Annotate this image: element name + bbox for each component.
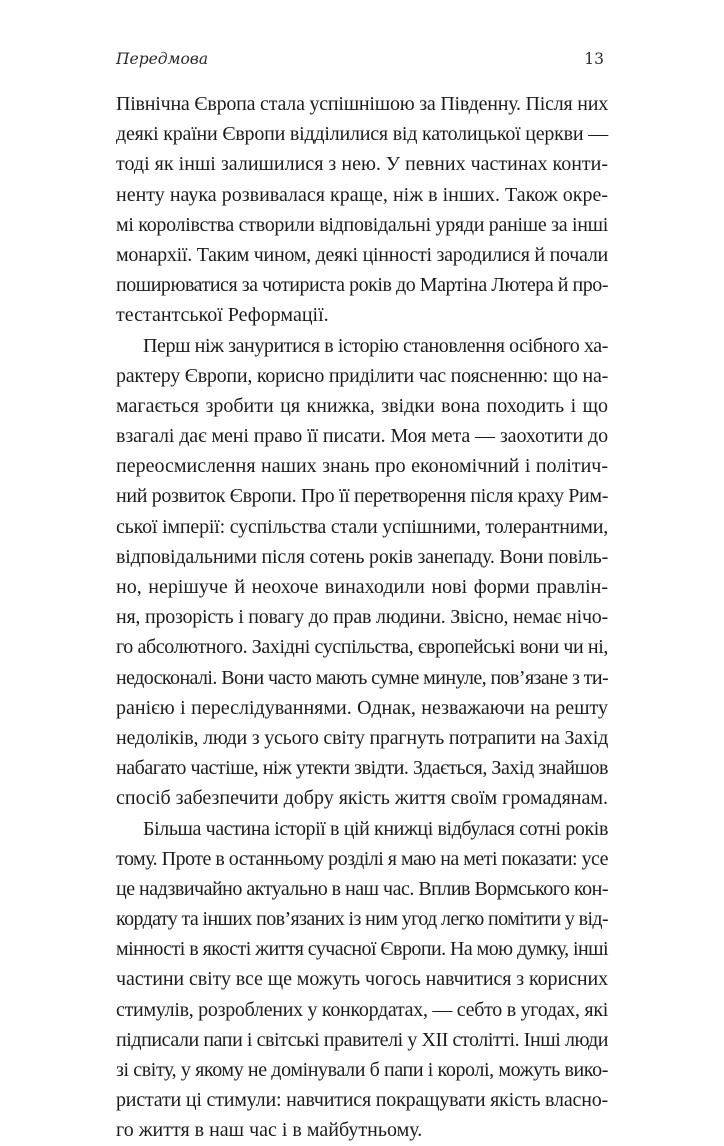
text-line: деякі країни Європи відділилися від католицької церкви — bbox=[116, 123, 608, 146]
text-line: го абсолютного. Західні суспільства, європейські вони чи ні, bbox=[116, 636, 608, 659]
text-line: ристати ці стимули: навчитися покращувати якість власно- bbox=[116, 1089, 608, 1112]
text-line: мі королівства створили відповідальні уряди раніше за інші bbox=[116, 213, 608, 236]
text-line: магається зробити ця книжка, звідки вона походить і що bbox=[116, 394, 608, 417]
text-line: підписали папи і світські правителі у XII столітті. Інші люди bbox=[116, 1028, 608, 1051]
text-line: тоді як інші залишилися з нею. У певних частинах конти- bbox=[116, 153, 608, 176]
text-line: ний розвиток Європи. Про її перетворення після краху Рим- bbox=[116, 485, 609, 508]
text-line: недосконалі. Вони часто мають сумне минуле, пов’язане з ти- bbox=[116, 666, 609, 689]
text-line: мінності в якості життя сучасної Європи. На мою думку, інші bbox=[116, 938, 609, 961]
page-header bbox=[116, 50, 604, 74]
text-line: тестантської Реформації. bbox=[116, 304, 329, 327]
text-line: тому. Проте в останньому розділі я маю на меті показати: усе bbox=[116, 847, 609, 870]
text-line: рактеру Європи, корисно приділити час поясненню: що на- bbox=[116, 364, 609, 387]
text-line: зі світу, у якому не домінували б папи і королі, можуть вико- bbox=[116, 1059, 608, 1081]
text-line: ської імперії: суспільства стали успішними, толерантними, bbox=[116, 515, 609, 538]
text-line: ня, прозорість і повагу до прав людини. Звісно, немає нічо- bbox=[116, 606, 608, 629]
text-line: набагато частіше, ніж утекти звідти. Здається, Захід знайшов bbox=[116, 757, 609, 780]
text-line: Північна Європа стала успішнішою за Південну. Після них bbox=[116, 93, 609, 115]
paragraph-first-line: Більша частина історії в цій книжці відбулася сотні років bbox=[143, 817, 609, 840]
text-line: спосіб забезпечити добру якість життя своїм громадянам. bbox=[116, 787, 608, 810]
text-line: відповідальними після сотень років занепаду. Вони повіль- bbox=[116, 545, 609, 568]
text-line: го життя в наш час і в майбутньому. bbox=[116, 1119, 423, 1142]
text-line: ненту наука розвивалася краще, ніж в інших. Також окре- bbox=[116, 183, 608, 206]
text-line: переосмислення наших знань про економічний і політич- bbox=[116, 455, 608, 478]
text-line: це надзвичайно актуально в наш час. Вплив Вормського кон- bbox=[116, 877, 608, 900]
text-line: взагалі дає мені право її писати. Моя мета — заохотити до bbox=[116, 425, 609, 448]
text-line: но, нерішуче й неохоче винаходили нові форми правлін- bbox=[116, 576, 608, 598]
text-line: частини світу все ще можуть чогось навчитися з корисних bbox=[116, 968, 609, 991]
text-line: недоліків, люди з усього світу прагнуть потрапити на Захід bbox=[116, 726, 609, 749]
text-line: монархії. Таким чином, деякі цінності зародилися й почали bbox=[116, 243, 608, 266]
body-text bbox=[116, 89, 608, 1146]
text-line: поширюватися за чотириста років до Мартіна Лютера й про- bbox=[116, 274, 609, 297]
page-number: 13 bbox=[584, 50, 604, 68]
paragraph-first-line: Перш ніж зануритися в історію становлення осібного ха- bbox=[143, 334, 608, 357]
text-line: ранією і переслідуваннями. Однак, незважаючи на решту bbox=[116, 696, 608, 719]
text-line: стимулів, розроблених у конкордатах, — себто в угодах, які bbox=[116, 998, 609, 1021]
running-head: Передмова bbox=[116, 50, 209, 68]
text-line: кордату та інших пов’язаних із ним угод легко помітити у від- bbox=[116, 908, 609, 931]
